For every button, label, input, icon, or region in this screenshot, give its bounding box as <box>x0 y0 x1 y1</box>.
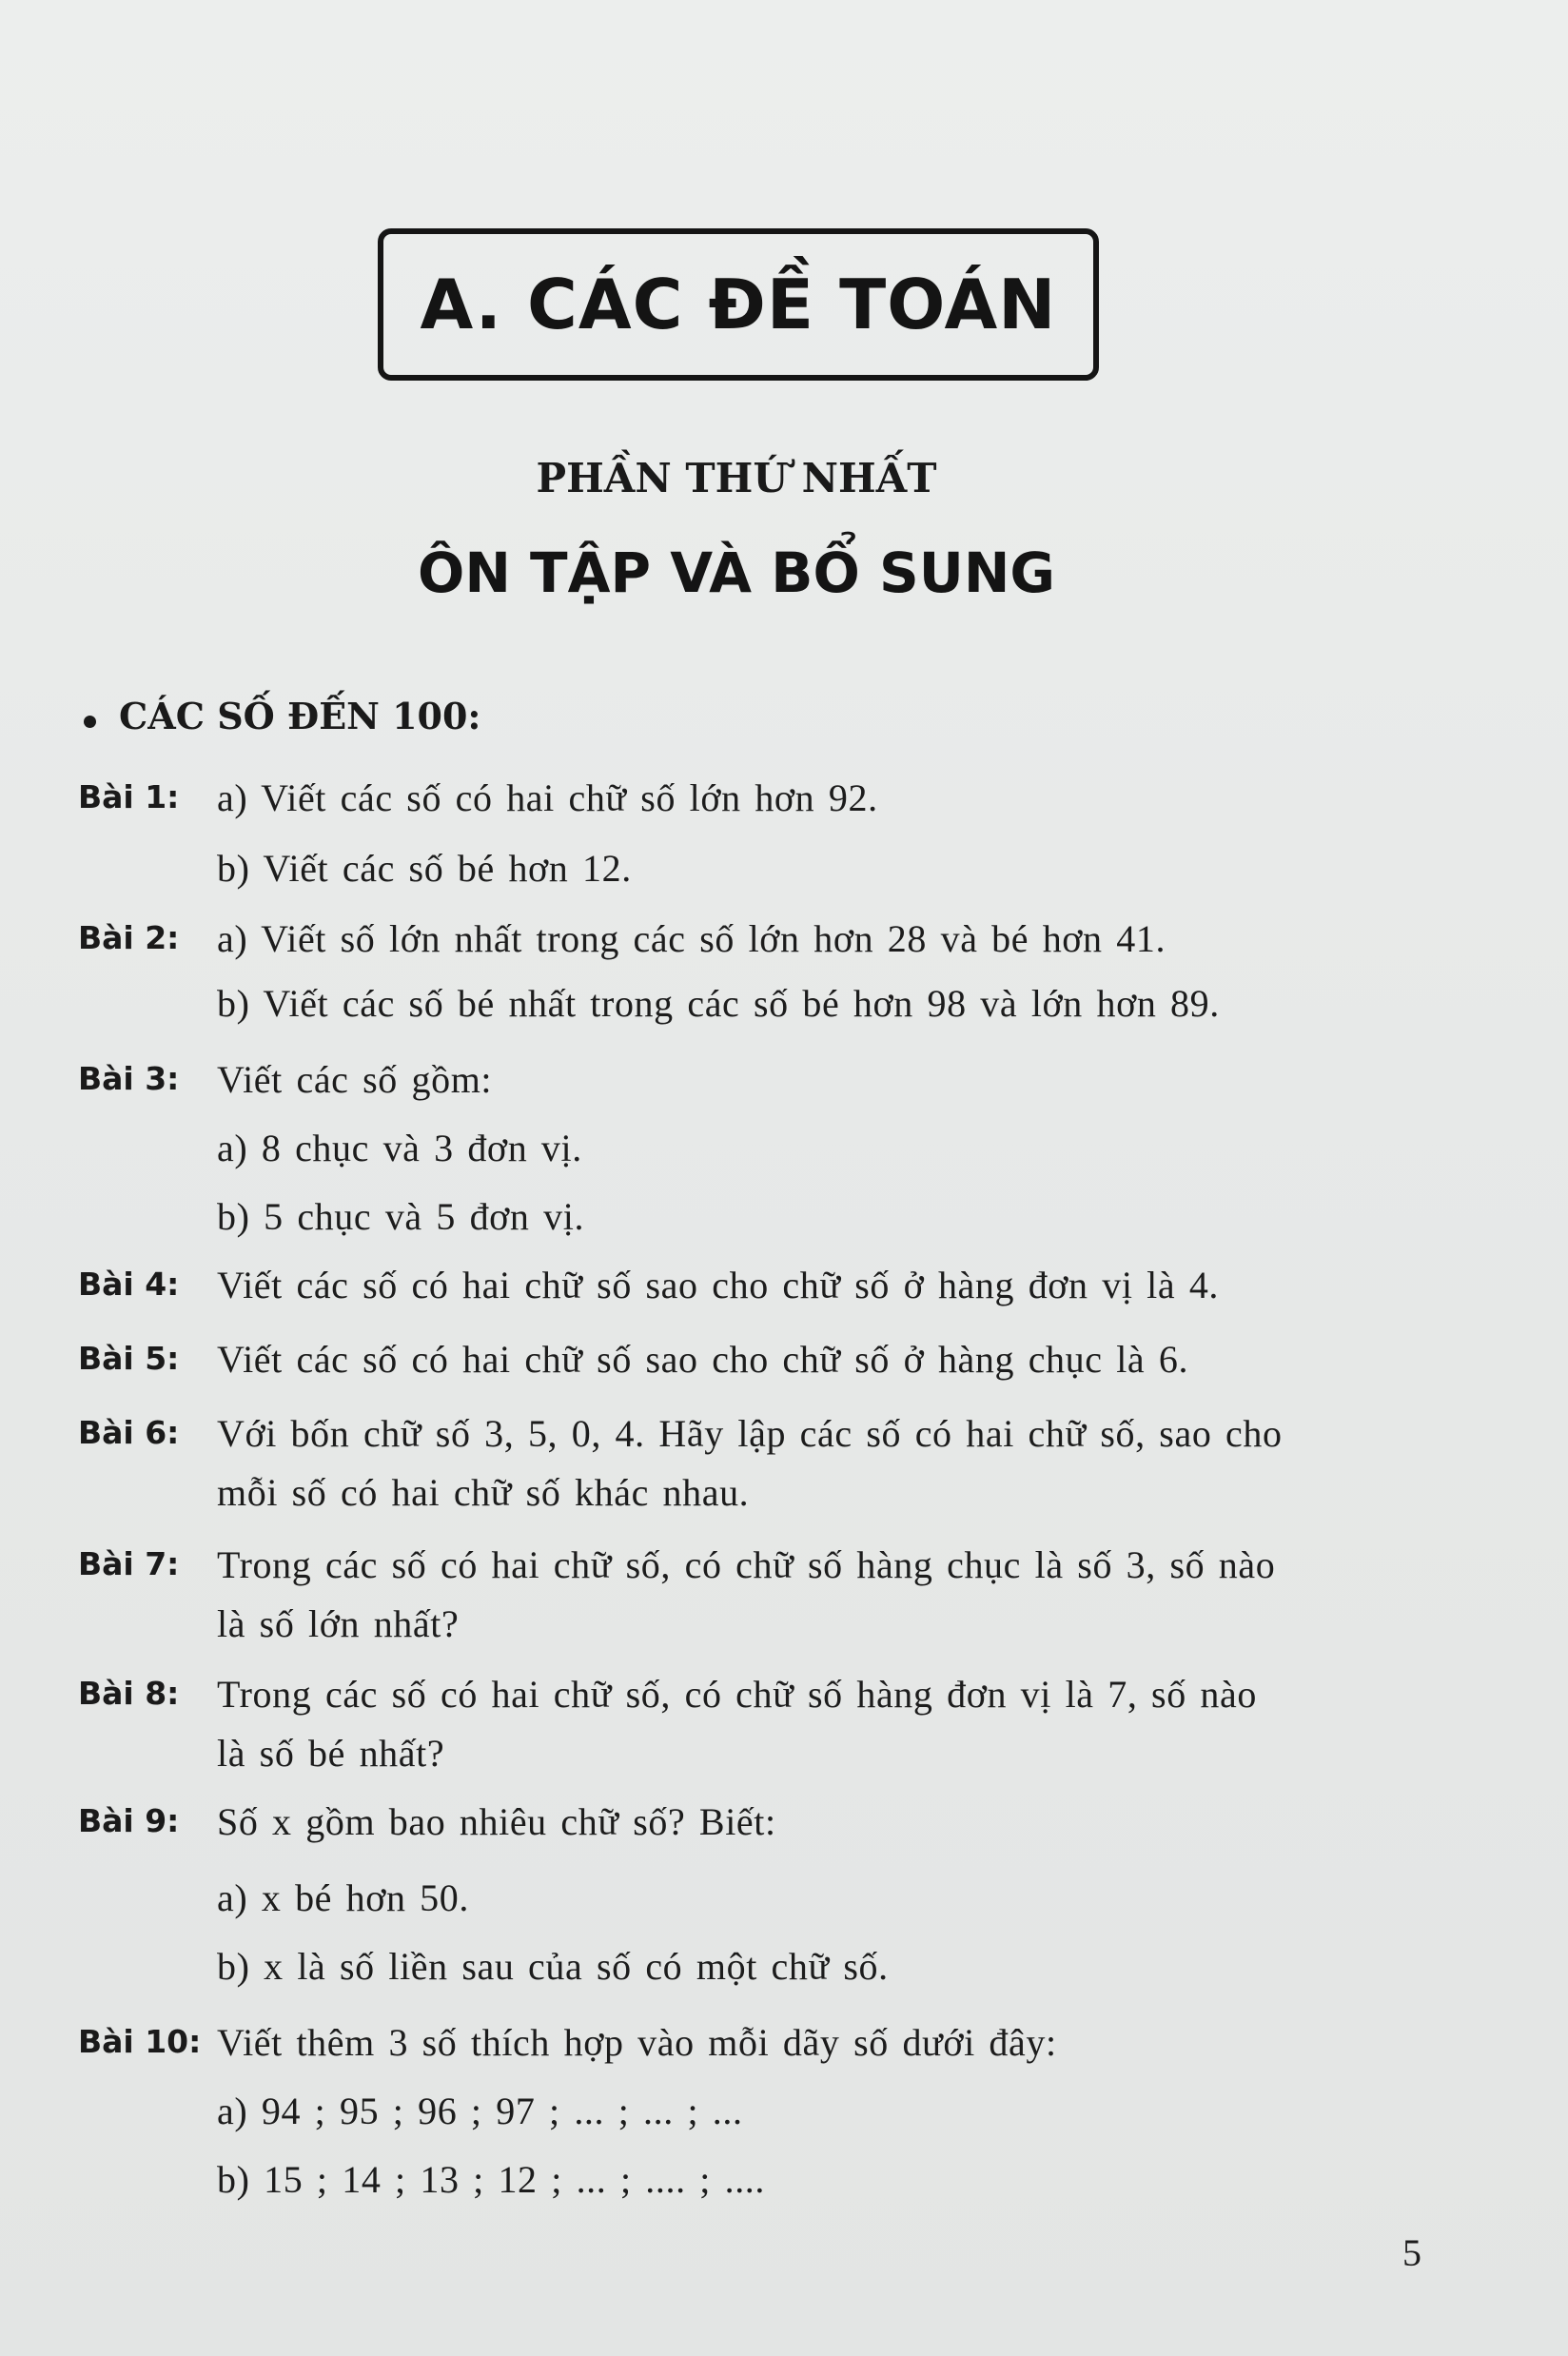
exercise-label: Bài 3: <box>78 1060 180 1097</box>
exercise-line: Viết thêm 3 số thích hợp vào mỗi dãy số dưới đây: <box>217 2021 1057 2064</box>
exercise-line: Số x gồm bao nhiêu chữ số? Biết: <box>217 1800 776 1843</box>
exercise-line: mỗi số có hai chữ số khác nhau. <box>217 1471 750 1514</box>
exercise-line: a) Viết số lớn nhất trong các số lớn hơn 28 và bé hơn 41. <box>217 917 1166 960</box>
exercise-line: b) Viết các số bé nhất trong các số bé hơn 98 và lớn hơn 89. <box>217 982 1220 1025</box>
part-label: PHẦN THỨ NHẤT <box>536 455 937 501</box>
exercise-label: Bài 8: <box>78 1675 180 1712</box>
exercise-label: Bài 1: <box>78 778 180 815</box>
exercise-label: Bài 2: <box>78 919 180 956</box>
exercise-line: a) 94 ; 95 ; 96 ; 97 ; ... ; ... ; ... <box>217 2090 743 2132</box>
part-title: ÔN TẬP VÀ BỔ SUNG <box>418 540 1055 605</box>
exercise-line: là số lớn nhất? <box>217 1602 460 1645</box>
exercise-label: Bài 6: <box>78 1414 180 1451</box>
exercise-line: Viết các số gồm: <box>217 1058 493 1101</box>
exercise-line: a) x bé hơn 50. <box>217 1876 469 1919</box>
section-heading-text: CÁC SỐ ĐẾN 100: <box>119 695 481 737</box>
exercise-label: Bài 5: <box>78 1340 180 1377</box>
exercise-line: Trong các số có hai chữ số, có chữ số hàng đơn vị là 7, số nào <box>217 1673 1257 1716</box>
page-number: 5 <box>1402 2231 1421 2274</box>
exercise-line: b) Viết các số bé hơn 12. <box>217 847 632 890</box>
exercise-line: Viết các số có hai chữ số sao cho chữ số ở hàng chục là 6. <box>217 1338 1189 1381</box>
exercise-line: a) Viết các số có hai chữ số lớn hơn 92. <box>217 776 878 819</box>
exercise-line: a) 8 chục và 3 đơn vị. <box>217 1127 582 1169</box>
exercise-line: b) x là số liền sau của số có một chữ số. <box>217 1945 889 1988</box>
exercise-label: Bài 9: <box>78 1802 180 1839</box>
exercise-line: b) 5 chục và 5 đơn vị. <box>217 1195 585 1238</box>
section-heading <box>84 695 480 737</box>
exercise-label: Bài 10: <box>78 2023 202 2060</box>
chapter-title: A. CÁC ĐỀ TOÁN <box>420 265 1057 344</box>
exercise-line: Trong các số có hai chữ số, có chữ số hàng chục là số 3, số nào <box>217 1543 1276 1586</box>
exercise-line: b) 15 ; 14 ; 13 ; 12 ; ... ; .... ; .... <box>217 2158 765 2201</box>
exercise-line: là số bé nhất? <box>217 1732 445 1775</box>
exercise-label: Bài 7: <box>78 1545 180 1582</box>
bullet-icon <box>84 716 96 728</box>
exercise-label: Bài 4: <box>78 1266 180 1303</box>
chapter-title-box <box>378 228 1099 381</box>
exercise-line: Với bốn chữ số 3, 5, 0, 4. Hãy lập các số có hai chữ số, sao cho <box>217 1412 1283 1455</box>
exercise-line: Viết các số có hai chữ số sao cho chữ số ở hàng đơn vị là 4. <box>217 1264 1220 1306</box>
